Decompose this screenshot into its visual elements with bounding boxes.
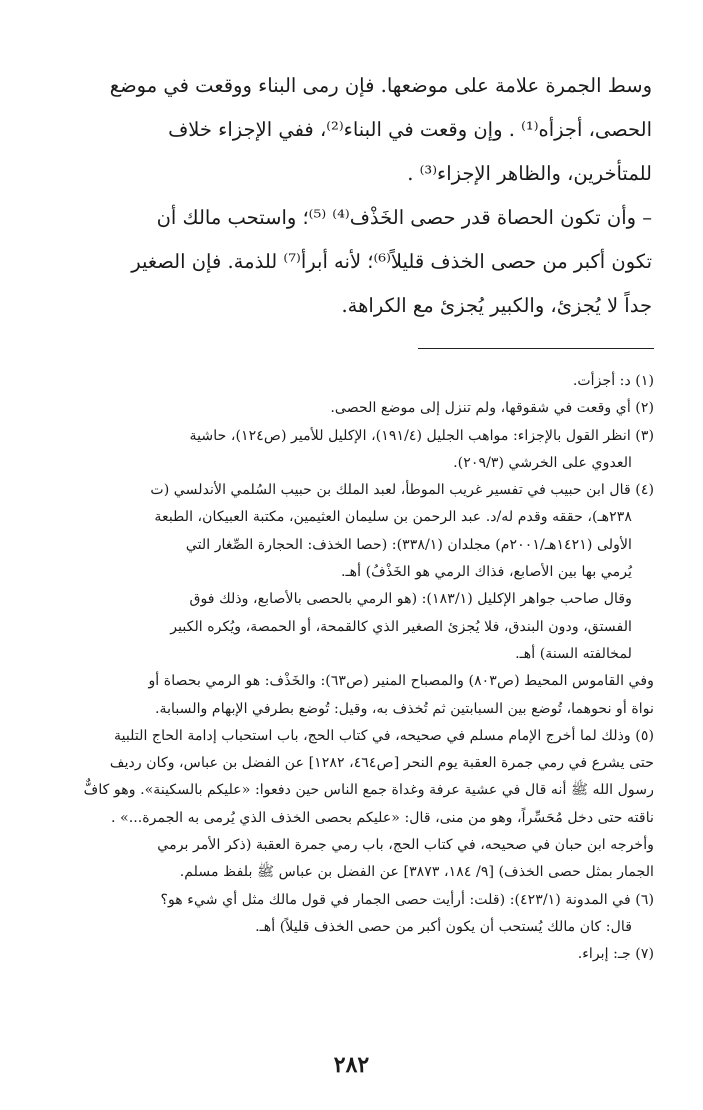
footnote-line: العدوي على الخرشي (٢٠٩/٣). bbox=[453, 454, 632, 471]
footnote-line: ٢٣٨هـ)، حققه وقدم له/د. عبد الرحمن بن سليمان العثيمين، مكتبة العبيكان، الطبعة bbox=[154, 509, 632, 526]
footnote-line: وقال صاحب جواهر الإكليل (١٨٣/١): (هو الرمي بالحصى بالأصابع، وذلك فوق bbox=[189, 591, 632, 608]
footnote-line: (٤) قال ابن حبيب في تفسير غريب الموطأ، لعبد الملك بن حبيب السُلمي الأندلسي (ت bbox=[150, 482, 654, 499]
footnote-line: (٧) جـ: إبراء. bbox=[577, 946, 654, 963]
footnote-line: الفستق، ودون البندق، فلا يُجزئ الصغير الذي كالقمحة، أو الحمصة، ويُكره الكبير bbox=[170, 618, 632, 635]
main-line: وسط الجمرة علامة على موضعها. فإن رمى البناء ووقعت في موضع bbox=[109, 74, 652, 97]
main-text bbox=[60, 64, 652, 328]
footnote-line: ناقته حتى دخل مُحَسِّراً، وهو من منى، قال: «عليكم بحصى الخذف الذي يُرمى به الجمرة...» . bbox=[111, 809, 654, 826]
footnotes bbox=[36, 368, 654, 969]
footnote-line: لمخالفته السنة) أهـ. bbox=[515, 645, 632, 662]
footnote-line: وفي القاموس المحيط (ص٨٠٣) والمصباح المنير (ص٦٣): والخَذْف: هو الرمي بحصاة أو bbox=[148, 673, 654, 690]
footnote-line: (٢) أي وقعت في شقوقها، ولم تنزل إلى موضع الحصى. bbox=[330, 400, 654, 417]
footnote-line: يُرمي بها بين الأصابع، فذاك الرمي هو الخَذْفُ) أهـ. bbox=[341, 564, 632, 581]
main-line: للمتأخرين، والظاهر الإجزاء⁽³⁾ . bbox=[407, 162, 652, 185]
main-line: الحصى، أجزأه⁽¹⁾ . وإن وقعت في البناء⁽²⁾، ففي الإجزاء خلاف bbox=[168, 118, 652, 141]
footnote-line: (٦) في المدونة (٤٢٣/١): (قلت: أرأيت حصى الجمار في قول مالك مثل أي شيء هو؟ bbox=[160, 891, 654, 908]
footnote-line: حتى يشرع في رمي جمرة العقبة يوم النحر [ص٤٦٤، ١٢٨٢] عن الفضل بن عباس، وكان رديف bbox=[109, 755, 654, 772]
footnote-line: قال: كان مالك يُستحب أن يكون أكبر من حصى الخذف قليلاً) أهـ. bbox=[255, 918, 632, 935]
main-line: – وأن تكون الحصاة قدر حصى الخَذْف⁽⁴⁾ ⁽⁵⁾؛ واستحب مالك أن bbox=[156, 206, 652, 229]
footnote-line: رسول الله ﷺ أنه قال في عشية عرفة وغداة جمع الناس حين دفعوا: «عليكم بالسكينة». وهو كافٌّ bbox=[83, 782, 654, 799]
page-number: ٢٨٢ bbox=[333, 1052, 370, 1078]
footnote-line: (١) د: أجزأت. bbox=[572, 373, 654, 389]
footnote-line: نواة أو نحوهما، تُوضع بين السبابتين ثم تُخذف به، وقيل: تُوضع بطرفي الإبهام والسبابة. bbox=[154, 700, 654, 717]
footnote-line: الجمار بمثل حصى الخذف) [٩/ ١٨٤، ٣٨٧٣] عن الفضل بن عباس ﷺ بلفظ مسلم. bbox=[179, 864, 654, 881]
footnote-line: وأخرجه ابن حبان في صحيحه، في كتاب الحج، باب رمي جمرة العقبة (ذكر الأمر برمي bbox=[157, 837, 654, 854]
main-line: تكون أكبر من حصى الخذف قليلاً⁽⁶⁾؛ لأنه أبرأ⁽⁷⁾ للذمة. فإن الصغير bbox=[131, 250, 652, 273]
main-line: جداً لا يُجزئ، والكبير يُجزئ مع الكراهة. bbox=[341, 294, 652, 317]
footnote-line: (٥) وذلك لما أخرج الإمام مسلم في صحيحه، في كتاب الحج، باب استحباب إدامة الحاج التلبية bbox=[114, 727, 654, 744]
footnote-line: (٣) انظر القول بالإجزاء: مواهب الجليل (١٩١/٤)، الإكليل للأمير (ص١٢٤)، حاشية bbox=[189, 427, 654, 444]
footnote-separator bbox=[418, 348, 654, 349]
footnote-line: الأولى (١٤٢١هـ/٢٠٠١م) مجلدان (٣٣٨/١): (حصا الخذف: الحجارة الصِّغار التي bbox=[185, 536, 632, 553]
